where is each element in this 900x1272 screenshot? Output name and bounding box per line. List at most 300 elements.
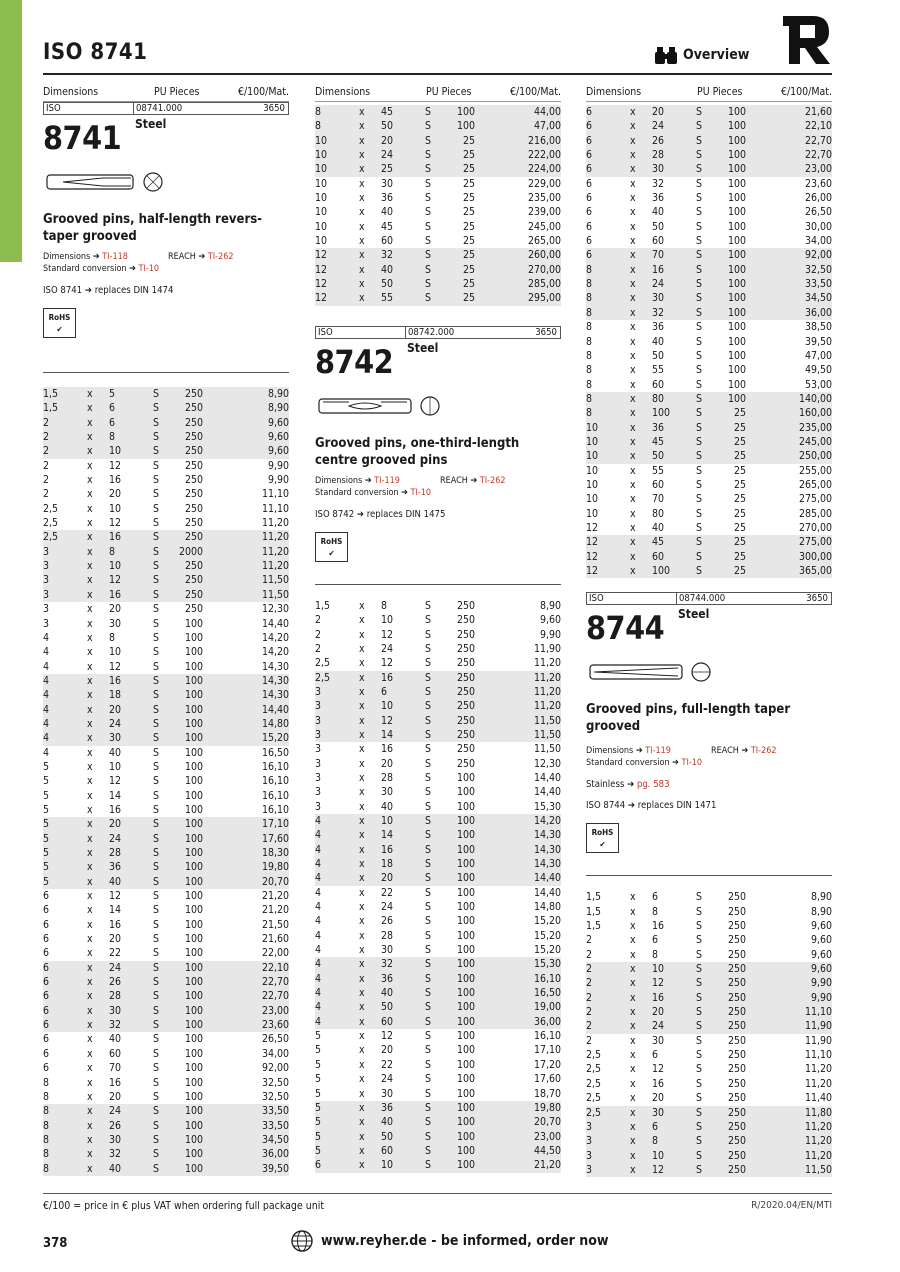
cell-pieces: 100 bbox=[184, 861, 203, 874]
cell-price: 18,70 bbox=[533, 1087, 561, 1100]
cell-pieces: 100 bbox=[184, 947, 203, 960]
table-row bbox=[586, 320, 832, 334]
cell-diameter: 10 bbox=[586, 478, 599, 491]
table-row bbox=[586, 105, 832, 119]
table-row bbox=[586, 306, 832, 320]
cell-diameter: 8 bbox=[43, 1162, 50, 1175]
cell-pieces: 100 bbox=[184, 1119, 203, 1132]
cell-pieces: 100 bbox=[456, 1144, 475, 1157]
cell-pieces: 100 bbox=[184, 933, 203, 946]
cell-price: 26,50 bbox=[261, 1033, 289, 1046]
website-link[interactable] bbox=[291, 1230, 609, 1252]
cell-diameter: 6 bbox=[586, 120, 593, 133]
column-3 bbox=[586, 86, 832, 1177]
cell-price: 8,90 bbox=[810, 891, 832, 904]
conv-link[interactable]: TI-10 bbox=[410, 487, 432, 498]
page-title: ISO 8741 bbox=[43, 40, 148, 65]
cell-times: x bbox=[359, 106, 365, 118]
cell-diameter: 8 bbox=[586, 321, 593, 334]
globe-icon bbox=[291, 1230, 313, 1252]
cell-pu: S bbox=[425, 614, 431, 627]
cell-times: x bbox=[359, 671, 365, 684]
header-pu: PU bbox=[426, 86, 439, 98]
cell-length: 16 bbox=[381, 743, 394, 756]
table-row bbox=[43, 832, 289, 846]
cell-price: 34,50 bbox=[261, 1133, 289, 1146]
cell-price: 34,00 bbox=[804, 235, 832, 248]
cell-diameter: 6 bbox=[586, 149, 593, 162]
cell-times: x bbox=[87, 861, 93, 874]
cell-diameter: 8 bbox=[43, 1090, 50, 1103]
cell-pieces: 100 bbox=[727, 263, 746, 276]
cell-times: x bbox=[359, 206, 365, 219]
table-row bbox=[43, 975, 289, 989]
iso-bar-8741 bbox=[43, 102, 289, 115]
reach-link[interactable]: TI-262 bbox=[750, 746, 777, 757]
cell-pu: S bbox=[696, 407, 702, 420]
cell-diameter: 10 bbox=[586, 493, 599, 506]
cell-diameter: 2 bbox=[586, 1006, 593, 1019]
cell-diameter: 4 bbox=[315, 843, 322, 856]
cell-price: 14,80 bbox=[261, 717, 289, 730]
cell-pieces: 100 bbox=[456, 786, 475, 799]
cell-times: x bbox=[359, 728, 365, 741]
cell-pieces: 25 bbox=[733, 521, 746, 534]
cell-times: x bbox=[87, 431, 93, 444]
replaces-note: ISO 8741 ➔ replaces DIN 1474 bbox=[43, 285, 174, 296]
table-row bbox=[43, 631, 289, 645]
cell-times: x bbox=[630, 134, 636, 147]
table-row bbox=[315, 162, 561, 176]
cell-length: 12 bbox=[109, 574, 122, 587]
cell-pieces: 100 bbox=[456, 901, 475, 914]
cell-diameter: 2,5 bbox=[43, 531, 59, 544]
cell-pieces: 100 bbox=[456, 972, 475, 985]
cell-price: 9,60 bbox=[539, 614, 561, 627]
product-title: Grooved pins, full-length taper grooved bbox=[586, 702, 791, 735]
cell-length: 70 bbox=[109, 1062, 122, 1075]
cell-pieces: 250 bbox=[727, 1034, 746, 1047]
cell-pu: S bbox=[425, 642, 431, 655]
cell-times: x bbox=[359, 163, 365, 176]
cell-price: 265,00 bbox=[527, 235, 561, 248]
cell-price: 44,50 bbox=[533, 1144, 561, 1157]
material-label: Steel bbox=[678, 607, 710, 622]
cell-pieces: 100 bbox=[184, 875, 203, 888]
table-row bbox=[315, 1058, 561, 1072]
cell-diameter: 2,5 bbox=[586, 1049, 602, 1062]
table-row bbox=[586, 492, 832, 506]
pin-drawing-8742 bbox=[315, 391, 445, 421]
cell-price: 255,00 bbox=[798, 464, 832, 477]
cell-pu: S bbox=[153, 1148, 159, 1161]
cell-diameter: 10 bbox=[586, 507, 599, 520]
dim-link[interactable]: TI-119 bbox=[374, 475, 400, 486]
table-row bbox=[586, 933, 832, 947]
cell-price: 14,40 bbox=[533, 771, 561, 784]
cell-diameter: 2 bbox=[43, 416, 50, 429]
cell-diameter: 6 bbox=[43, 1062, 50, 1075]
cell-price: 11,50 bbox=[533, 728, 561, 741]
cell-length: 20 bbox=[381, 872, 394, 885]
table-header bbox=[315, 86, 561, 102]
cell-times: x bbox=[87, 976, 93, 989]
cell-times: x bbox=[359, 1001, 365, 1014]
cell-length: 26 bbox=[109, 976, 122, 989]
cell-times: x bbox=[87, 1062, 93, 1075]
cell-diameter: 8 bbox=[586, 392, 593, 405]
cell-price: 14,30 bbox=[533, 843, 561, 856]
conversion-line: Standard conversion ➔ TI-10 bbox=[586, 758, 703, 769]
cell-pieces: 25 bbox=[462, 220, 475, 233]
cell-length: 32 bbox=[652, 306, 665, 319]
cell-times: x bbox=[87, 847, 93, 859]
footer-code: R/2020.04/EN/MTI bbox=[751, 1200, 832, 1211]
cell-diameter: 4 bbox=[43, 717, 50, 730]
table-8741-cont bbox=[315, 105, 561, 306]
cell-times: x bbox=[87, 517, 93, 530]
cell-diameter: 5 bbox=[43, 775, 50, 788]
cell-diameter: 4 bbox=[315, 915, 322, 928]
article-number: 8741 bbox=[43, 119, 122, 157]
cell-pu: S bbox=[153, 660, 159, 673]
cell-length: 100 bbox=[652, 407, 671, 420]
cell-diameter: 5 bbox=[43, 875, 50, 888]
cell-diameter: 2 bbox=[43, 431, 50, 444]
cell-length: 30 bbox=[652, 163, 665, 176]
cell-price: 14,30 bbox=[261, 689, 289, 702]
cell-pieces: 100 bbox=[184, 890, 203, 903]
table-row bbox=[315, 1130, 561, 1144]
cell-pieces: 250 bbox=[184, 402, 203, 415]
cell-diameter: 8 bbox=[586, 278, 593, 291]
cell-pu: S bbox=[425, 235, 431, 248]
cell-pu: S bbox=[153, 474, 159, 487]
cell-price: 8,90 bbox=[267, 388, 289, 400]
cell-times: x bbox=[87, 1033, 93, 1046]
table-row bbox=[586, 363, 832, 377]
cell-pieces: 25 bbox=[733, 435, 746, 448]
cell-pu: S bbox=[696, 478, 702, 491]
cell-pu: S bbox=[153, 847, 159, 859]
article-code: 08741.000 bbox=[136, 103, 183, 114]
cell-price: 9,60 bbox=[267, 431, 289, 444]
table-row bbox=[43, 846, 289, 860]
cell-diameter: 8 bbox=[586, 407, 593, 420]
cell-price: 11,50 bbox=[533, 714, 561, 727]
cell-pu: S bbox=[153, 1004, 159, 1017]
cell-times: x bbox=[87, 760, 93, 773]
cell-price: 11,90 bbox=[533, 642, 561, 655]
reach-link[interactable]: TI-262 bbox=[207, 252, 234, 262]
cell-pieces: 100 bbox=[184, 904, 203, 917]
cell-times: x bbox=[359, 714, 365, 727]
cell-price: 33,50 bbox=[261, 1119, 289, 1132]
table-row bbox=[43, 717, 289, 731]
cell-length: 8 bbox=[109, 631, 116, 644]
cell-pu: S bbox=[153, 646, 159, 659]
cell-pu: S bbox=[425, 786, 431, 799]
cell-times: x bbox=[87, 402, 93, 415]
cell-diameter: 5 bbox=[43, 760, 50, 773]
cell-diameter: 3 bbox=[315, 685, 322, 698]
cell-length: 30 bbox=[381, 177, 394, 190]
cell-diameter: 6 bbox=[43, 1019, 50, 1032]
article-block-8741 bbox=[43, 115, 289, 167]
cell-pu: S bbox=[425, 829, 431, 842]
cell-pu: S bbox=[696, 134, 702, 147]
dim-label: Dimensions bbox=[43, 252, 91, 262]
cell-times: x bbox=[630, 565, 636, 577]
cell-price: 92,00 bbox=[804, 249, 832, 262]
cell-length: 6 bbox=[652, 1049, 659, 1062]
cell-pu: S bbox=[696, 278, 702, 291]
table-row bbox=[586, 1106, 832, 1120]
cell-pieces: 100 bbox=[184, 1105, 203, 1118]
cell-length: 24 bbox=[652, 1020, 665, 1033]
cell-pu: S bbox=[696, 450, 702, 463]
cell-pieces: 250 bbox=[184, 445, 203, 458]
dim-label: Dimensions bbox=[315, 475, 363, 486]
cell-price: 9,60 bbox=[267, 445, 289, 458]
cell-diameter: 8 bbox=[43, 1119, 50, 1132]
reach-link[interactable]: TI-262 bbox=[479, 475, 506, 486]
table-row bbox=[586, 349, 832, 363]
cell-pu: S bbox=[696, 1149, 702, 1162]
iso-label: ISO bbox=[316, 327, 406, 338]
cell-pu: S bbox=[696, 963, 702, 976]
cell-pieces: 100 bbox=[184, 746, 203, 759]
cell-times: x bbox=[630, 306, 636, 319]
cell-pu: S bbox=[696, 550, 702, 563]
cell-pieces: 100 bbox=[727, 149, 746, 162]
cell-pu: S bbox=[425, 685, 431, 698]
cell-length: 16 bbox=[652, 920, 665, 933]
article-block-8742 bbox=[315, 339, 561, 391]
cell-pu: S bbox=[153, 617, 159, 630]
table-8744 bbox=[586, 890, 832, 1177]
cell-pu: S bbox=[153, 545, 159, 558]
cell-length: 28 bbox=[381, 771, 394, 784]
table-row bbox=[315, 134, 561, 148]
conversion-line: Standard conversion ➔ TI-10 bbox=[315, 487, 432, 498]
cell-diameter: 3 bbox=[43, 617, 50, 630]
table-row bbox=[43, 889, 289, 903]
cell-diameter: 3 bbox=[315, 743, 322, 756]
dim-link[interactable]: TI-118 bbox=[102, 252, 128, 262]
cell-length: 12 bbox=[109, 660, 122, 673]
table-row bbox=[315, 1072, 561, 1086]
cell-diameter: 5 bbox=[315, 1130, 322, 1143]
cell-diameter: 3 bbox=[43, 588, 50, 601]
table-row bbox=[43, 530, 289, 544]
cell-pu: S bbox=[696, 948, 702, 961]
table-row bbox=[43, 416, 289, 430]
cell-pieces: 250 bbox=[727, 905, 746, 918]
cell-diameter: 6 bbox=[43, 990, 50, 1003]
cell-length: 22 bbox=[109, 947, 122, 960]
cell-length: 12 bbox=[652, 977, 665, 990]
cell-pieces: 100 bbox=[184, 1148, 203, 1161]
cell-diameter: 3 bbox=[315, 700, 322, 713]
cell-length: 20 bbox=[109, 933, 122, 946]
table-row bbox=[43, 602, 289, 616]
cell-price: 14,40 bbox=[533, 872, 561, 885]
cell-length: 26 bbox=[381, 915, 394, 928]
table-row bbox=[315, 1101, 561, 1115]
table-row bbox=[586, 449, 832, 463]
cell-pu: S bbox=[696, 493, 702, 506]
cell-price: 32,50 bbox=[261, 1076, 289, 1089]
cell-length: 24 bbox=[109, 832, 122, 845]
cell-diameter: 2 bbox=[315, 628, 322, 641]
cell-length: 8 bbox=[381, 599, 388, 612]
cell-times: x bbox=[359, 700, 365, 713]
cell-times: x bbox=[359, 642, 365, 655]
cell-length: 16 bbox=[109, 588, 122, 601]
cell-times: x bbox=[630, 249, 636, 262]
cell-pu: S bbox=[425, 263, 431, 276]
cell-times: x bbox=[630, 1120, 636, 1133]
cell-diameter: 4 bbox=[43, 631, 50, 644]
cell-times: x bbox=[87, 1090, 93, 1103]
cell-pieces: 100 bbox=[184, 803, 203, 816]
cell-times: x bbox=[630, 1049, 636, 1062]
cell-length: 36 bbox=[652, 192, 665, 205]
table-row bbox=[315, 177, 561, 191]
cell-diameter: 1,5 bbox=[586, 905, 602, 918]
cell-times: x bbox=[359, 786, 365, 799]
cell-length: 26 bbox=[109, 1119, 122, 1132]
table-row bbox=[586, 948, 832, 962]
article-number: 8744 bbox=[586, 609, 665, 648]
cell-diameter: 8 bbox=[43, 1133, 50, 1146]
cell-pieces: 250 bbox=[727, 991, 746, 1004]
table-row bbox=[315, 148, 561, 162]
cell-length: 20 bbox=[109, 703, 122, 716]
table-row bbox=[43, 860, 289, 874]
cell-times: x bbox=[630, 507, 636, 520]
cell-pieces: 100 bbox=[456, 915, 475, 928]
table-row bbox=[315, 205, 561, 219]
column-1 bbox=[43, 86, 289, 1176]
rohs-badge bbox=[586, 823, 619, 853]
table-row bbox=[315, 785, 561, 799]
cell-pieces: 100 bbox=[184, 1047, 203, 1060]
table-row bbox=[43, 989, 289, 1003]
table-header bbox=[43, 86, 289, 102]
cell-price: 11,20 bbox=[804, 1077, 832, 1090]
cell-length: 70 bbox=[652, 249, 665, 262]
cell-price: 17,60 bbox=[533, 1073, 561, 1086]
cell-diameter: 5 bbox=[43, 832, 50, 845]
table-row bbox=[315, 1043, 561, 1057]
cell-times: x bbox=[87, 545, 93, 558]
cell-price: 11,10 bbox=[261, 502, 289, 515]
cell-pieces: 250 bbox=[727, 1006, 746, 1019]
check-icon: ✔ bbox=[328, 548, 335, 558]
cell-times: x bbox=[630, 177, 636, 190]
cell-pieces: 100 bbox=[456, 1087, 475, 1100]
cell-price: 11,20 bbox=[533, 700, 561, 713]
table-row bbox=[315, 685, 561, 699]
cell-length: 24 bbox=[109, 961, 122, 974]
cell-price: 22,10 bbox=[804, 120, 832, 133]
cell-pieces: 250 bbox=[456, 614, 475, 627]
cell-times: x bbox=[359, 771, 365, 784]
table-row bbox=[315, 1115, 561, 1129]
cell-diameter: 4 bbox=[315, 929, 322, 942]
cell-price: 23,00 bbox=[804, 163, 832, 176]
cell-times: x bbox=[87, 832, 93, 845]
cell-diameter: 4 bbox=[43, 674, 50, 687]
cell-times: x bbox=[630, 421, 636, 434]
table-row bbox=[315, 900, 561, 914]
cell-pu: S bbox=[153, 1047, 159, 1060]
cell-times: x bbox=[87, 689, 93, 702]
conv-link[interactable]: TI-10 bbox=[681, 758, 703, 769]
cell-pu: S bbox=[696, 321, 702, 334]
cell-diameter: 5 bbox=[315, 1101, 322, 1114]
cell-pu: S bbox=[153, 560, 159, 573]
cell-times: x bbox=[359, 1073, 365, 1086]
cell-pu: S bbox=[153, 574, 159, 587]
cell-price: 30,00 bbox=[804, 220, 832, 233]
cell-price: 26,00 bbox=[804, 192, 832, 205]
cell-price: 16,10 bbox=[261, 760, 289, 773]
cell-length: 60 bbox=[652, 478, 665, 491]
iso-bar-8744 bbox=[586, 592, 832, 605]
cell-times: x bbox=[87, 1148, 93, 1161]
cell-pu: S bbox=[153, 832, 159, 845]
table-header bbox=[586, 86, 832, 102]
cell-price: 239,00 bbox=[527, 206, 561, 219]
cell-times: x bbox=[359, 1159, 365, 1172]
header-pieces: Pieces bbox=[712, 86, 743, 98]
cell-pieces: 100 bbox=[456, 1073, 475, 1086]
cell-pu: S bbox=[153, 775, 159, 788]
cell-price: 23,60 bbox=[804, 177, 832, 190]
cell-times: x bbox=[359, 743, 365, 756]
dim-link[interactable]: TI-119 bbox=[645, 746, 671, 757]
cell-length: 12 bbox=[652, 1063, 665, 1076]
table-8742 bbox=[315, 599, 561, 1173]
cell-price: 9,90 bbox=[810, 991, 832, 1004]
cell-length: 30 bbox=[652, 1034, 665, 1047]
cell-pu: S bbox=[425, 814, 431, 827]
table-row bbox=[43, 1090, 289, 1104]
cell-pu: S bbox=[696, 163, 702, 176]
cell-price: 11,90 bbox=[804, 1020, 832, 1033]
overview-link[interactable] bbox=[655, 46, 749, 64]
table-row bbox=[586, 248, 832, 262]
cell-times: x bbox=[630, 292, 636, 305]
cell-pieces: 25 bbox=[733, 536, 746, 549]
cell-length: 25 bbox=[381, 163, 394, 176]
group-number: 3650 bbox=[263, 103, 285, 114]
conv-link[interactable]: TI-10 bbox=[138, 264, 160, 274]
cell-price: 9,60 bbox=[267, 416, 289, 429]
cell-price: 19,80 bbox=[533, 1101, 561, 1114]
cell-pieces: 100 bbox=[184, 1162, 203, 1175]
cell-price: 11,20 bbox=[533, 657, 561, 670]
table-row bbox=[315, 105, 561, 119]
cell-length: 40 bbox=[109, 875, 122, 888]
stainless-link[interactable]: pg. 583 bbox=[636, 779, 670, 791]
cell-times: x bbox=[630, 493, 636, 506]
table-row bbox=[586, 535, 832, 549]
header-pu: PU bbox=[154, 86, 167, 98]
